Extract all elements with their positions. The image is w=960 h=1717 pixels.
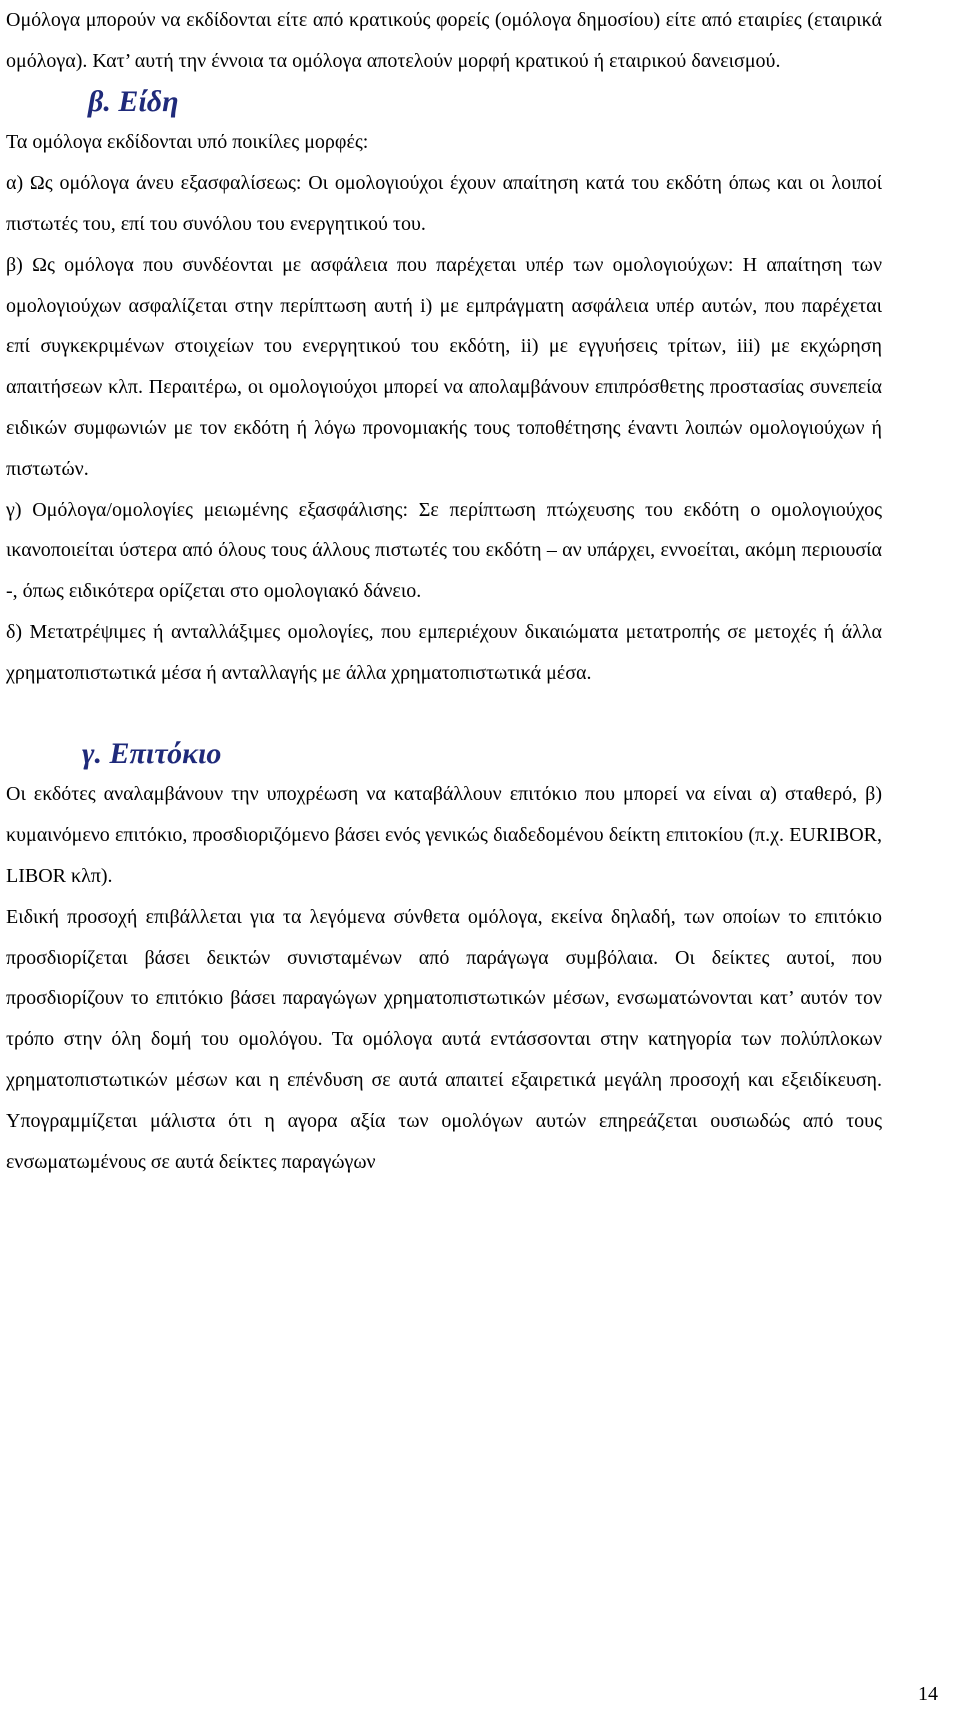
types-item-c-paragraph: γ) Ομόλογα/ομολογίες μειωμένης εξασφάλισης: Σε περίπτωση πτώχευσης του εκδότη ο ομολογιούχος ικανοποιείται ύστερα από όλους τους άλλους πιστωτές του εκδότη – αν υπάρχει, εννοείται, ακόμη περιουσία -, όπως ειδικότερα ορίζεται στο ομολογιακό δάνειο.: [6, 498, 882, 603]
section-heading-types: β. Είδη: [88, 84, 179, 118]
intro-paragraph: Ομόλογα μπορούν να εκδίδονται είτε από κρατικούς φορείς (ομόλογα δημοσίου) είτε από εταιρίες (εταιρικά ομόλογα). Κατ’ αυτή την έννοια τα ομόλογα αποτελούν μορφή κρατικού ή εταιρικού δανεισμού.: [6, 9, 882, 72]
types-item-d-paragraph: δ) Μετατρέψιμες ή ανταλλάξιμες ομολογίες, που εμπεριέχουν δικαιώματα μετατροπής σε μετοχές ή άλλα χρηματοπιστωτικά μέσα ή ανταλλαγής με άλλα χρηματοπιστωτικά μέσα.: [6, 620, 882, 684]
section-heading-interest: γ. Επιτόκιο: [82, 736, 222, 770]
interest-paragraph-2: Ειδική προσοχή επιβάλλεται για τα λεγόμενα σύνθετα ομόλογα, εκείνα δηλαδή, των οποίων το επιτόκιο προσδιορίζεται βάσει δεικτών συνισταμένων από παράγωγα συμβόλαια. Οι δείκτες αυτοί, που προσδιορίζουν το επιτόκιο βάσει παραγώγων χρηματοπιστωτικών μέσων, ενσωματώνονται κατ’ αυτόν τον τρόπο στην όλη δομή του ομολόγου. Τα ομόλογα αυτά εντάσσονται στην κατηγορία των πολύπλοκων χρηματοπιστωτικών μέσων και η επένδυση σε αυτά απαιτεί εξαιρετικά μεγάλη προσοχή και εξειδίκευση. Υπογραμμίζεται μάλιστα ότι η αγορα αξία των ομολόγων αυτών επηρεάζεται ουσιωδώς από τους ενσωματωμένους σε αυτά δείκτες παραγώγων: [6, 905, 882, 1173]
types-item-b-paragraph: β) Ως ομόλογα που συνδέονται με ασφάλεια που παρέχεται υπέρ των ομολογιούχων: Η απαίτηση των ομολογιούχων ασφαλίζεται στην περίπτωση αυτή i) με εμπράγματη ασφάλεια υπέρ αυτών, που παρέχεται επί συγκεκριμένων στοιχείων του ενεργητικού του εκδότη, ii) με εγγυήσεις τρίτων, iii) με εκχώρηση απαιτήσεων κλπ. Περαιτέρω, οι ομολογιούχοι μπορεί να απολαμβάνουν επιπρόσθετης προστασίας συνεπεία ειδικών συμφωνιών με τον εκδότη ή λόγω προνομιακής τους τοποθέτησης έναντι λοιπών ομολογιούχων ή πιστωτών.: [6, 253, 882, 480]
types-intro-paragraph: Τα ομόλογα εκδίδονται υπό ποικίλες μορφές:: [6, 131, 369, 154]
page-number: 14: [918, 1683, 938, 1705]
interest-paragraph-1: Οι εκδότες αναλαμβάνουν την υποχρέωση να καταβάλλουν επιτόκιο που μπορεί να είναι α) σταθερό, β) κυμαινόμενο επιτόκιο, προσδιοριζόμενο βάσει ενός γενικώς διαδεδομένου δείκτη επιτοκίου (π.χ. EURIBOR, LIBOR κλπ).: [6, 783, 882, 887]
document-page: [6, 0, 882, 1182]
types-item-a-paragraph: α) Ως ομόλογα άνευ εξασφαλίσεως: Οι ομολογιούχοι έχουν απαίτηση κατά του εκδότη όπως και οι λοιποί πιστωτές του, επί του συνόλου του ενεργητικού του.: [6, 172, 882, 235]
